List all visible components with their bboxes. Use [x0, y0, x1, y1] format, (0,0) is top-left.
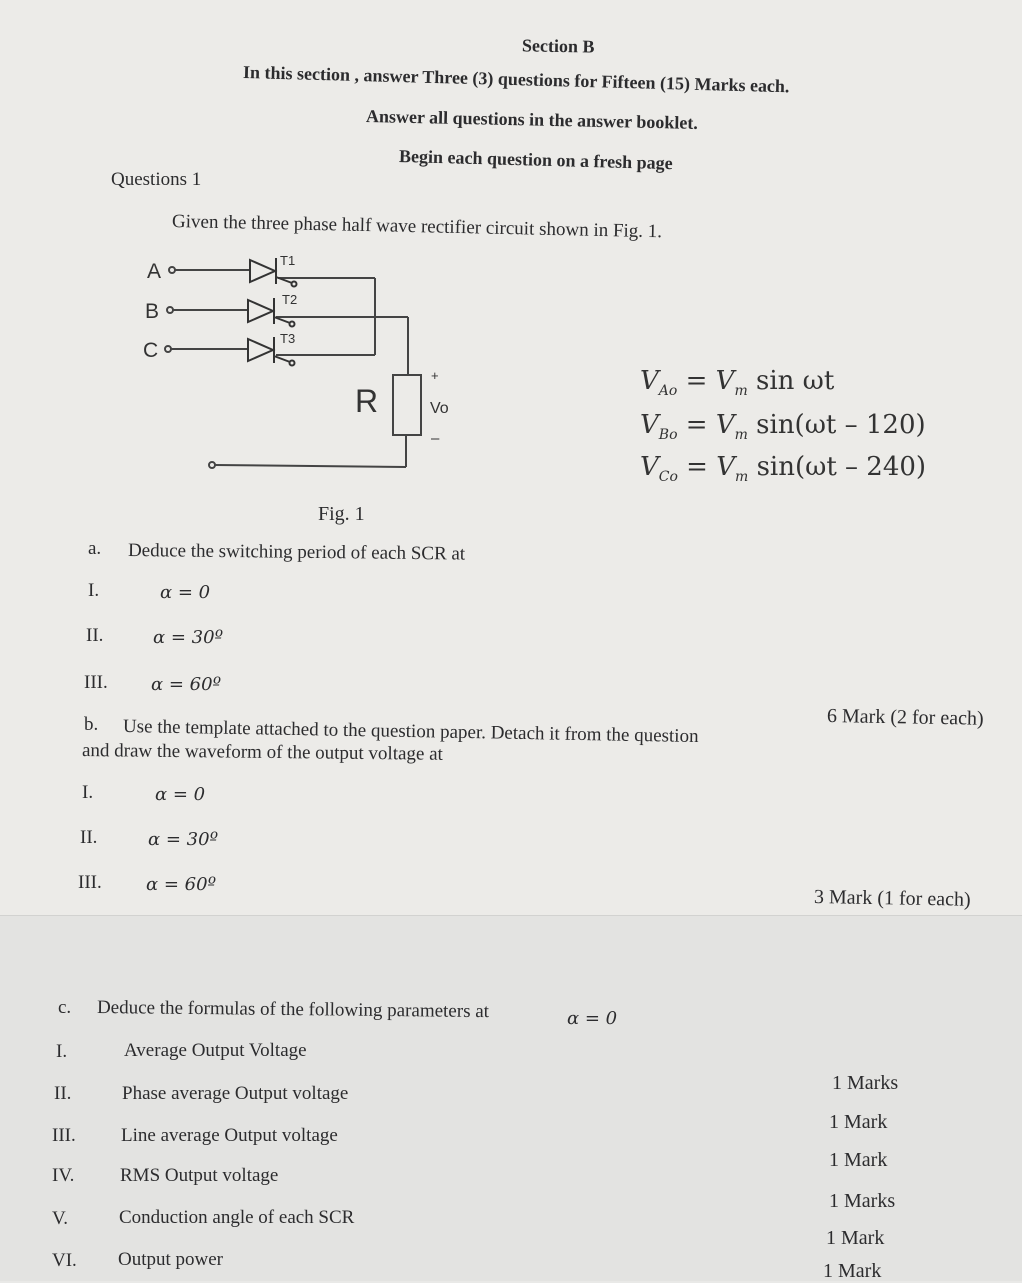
instruction-line-1: In this section , answer Three (3) questions for Fifteen (15) Marks each.	[242, 62, 790, 97]
part-c-item-6-marks: 1 Mark	[823, 1260, 882, 1282]
part-c-item-1-marks: 1 Marks	[832, 1072, 899, 1094]
question-intro: Given the three phase half wave rectifier circuit shown in Fig. 1.	[171, 211, 663, 243]
part-b-label: b.	[84, 714, 99, 735]
part-c-item-3-text: Line average Output voltage	[121, 1125, 338, 1146]
part-c-label: c.	[58, 997, 72, 1018]
part-c-item-4-marks: 1 Marks	[829, 1190, 896, 1212]
part-c-item-3-num: III.	[52, 1125, 76, 1146]
thyristor-t3-icon	[248, 339, 273, 361]
part-b-text-line2: and draw the waveform of the output voltage at	[81, 740, 443, 765]
output-voltage-label: Vo	[430, 400, 449, 417]
t2-label: T2	[282, 292, 298, 307]
part-c-item-6-num: VI.	[52, 1250, 77, 1271]
rectifier-circuit-diagram	[130, 245, 470, 485]
part-b-text-line1: Use the template attached to the question paper. Detach it from the question	[122, 716, 699, 748]
equation-vb: $V_{Bo} = V_m$ sin(ωt – 120)	[640, 410, 926, 444]
part-c-item-2-marks: 1 Mark	[829, 1111, 888, 1133]
instruction-line-3: Begin each question on a fresh page	[398, 146, 673, 174]
figure-caption: Fig. 1	[318, 503, 365, 525]
part-c-item-6-text: Output power	[118, 1249, 224, 1270]
part-c-item-2-text: Phase average Output voltage	[122, 1083, 349, 1104]
phase-c-label: C	[143, 339, 159, 362]
load-resistor-label: R	[355, 383, 379, 419]
part-c-item-4-num: IV.	[52, 1165, 75, 1186]
part-a-item-1-num: I.	[88, 580, 100, 601]
part-c-item-5-num: V.	[52, 1208, 69, 1229]
part-a-text: Deduce the switching period of each SCR at	[127, 540, 466, 565]
part-a-item-1-expr: α = 0	[160, 582, 211, 603]
part-a-marks: 6 Mark (2 for each)	[826, 705, 984, 730]
part-a-item-2-expr: α = 30º	[153, 627, 224, 648]
part-b-item-2-num: II.	[80, 827, 98, 848]
phase-b-label: B	[145, 300, 160, 323]
part-c-item-5-text: Conduction angle of each SCR	[119, 1207, 355, 1228]
part-a-label: a.	[88, 538, 102, 559]
question-title: Questions 1	[111, 169, 202, 190]
t3-label: T3	[280, 331, 296, 346]
part-c-item-3-marks: 1 Mark	[829, 1149, 888, 1171]
part-b-item-1-expr: α = 0	[155, 784, 206, 805]
equation-vc: $V_{Co} = V_m$ sin(ωt – 240)	[640, 452, 927, 486]
thyristor-t1-icon	[250, 260, 275, 282]
t1-label: T1	[280, 253, 296, 268]
part-a-item-3-num: III.	[84, 672, 108, 693]
equation-va: $V_{Ao} = V_m$ sin ωt	[640, 366, 835, 400]
part-c-item-5-marks: 1 Mark	[826, 1227, 885, 1249]
output-minus-sign: –	[431, 430, 440, 447]
section-title: Section B	[521, 35, 595, 57]
part-c-item-2-num: II.	[54, 1083, 72, 1104]
part-b-item-3-num: III.	[78, 872, 102, 893]
part-c-item-1-num: I.	[56, 1041, 68, 1062]
part-b-item-2-expr: α = 30º	[148, 829, 219, 850]
instruction-line-2: Answer all questions in the answer booklet.	[365, 106, 699, 133]
part-c-item-4-text: RMS Output voltage	[120, 1165, 279, 1186]
part-b-marks: 3 Mark (1 for each)	[813, 886, 971, 911]
phase-a-label: A	[147, 260, 162, 283]
thyristor-t2-icon	[248, 300, 273, 322]
part-c-expr: α = 0	[567, 1008, 618, 1029]
part-b-item-3-expr: α = 60º	[146, 874, 217, 895]
part-c-text: Deduce the formulas of the following parameters at	[96, 997, 490, 1023]
part-a-item-2-num: II.	[86, 625, 104, 646]
part-a-item-3-expr: α = 60º	[151, 674, 222, 695]
part-c-item-1-text: Average Output Voltage	[124, 1040, 307, 1061]
output-plus-sign: +	[431, 368, 439, 383]
part-b-item-1-num: I.	[82, 782, 94, 803]
